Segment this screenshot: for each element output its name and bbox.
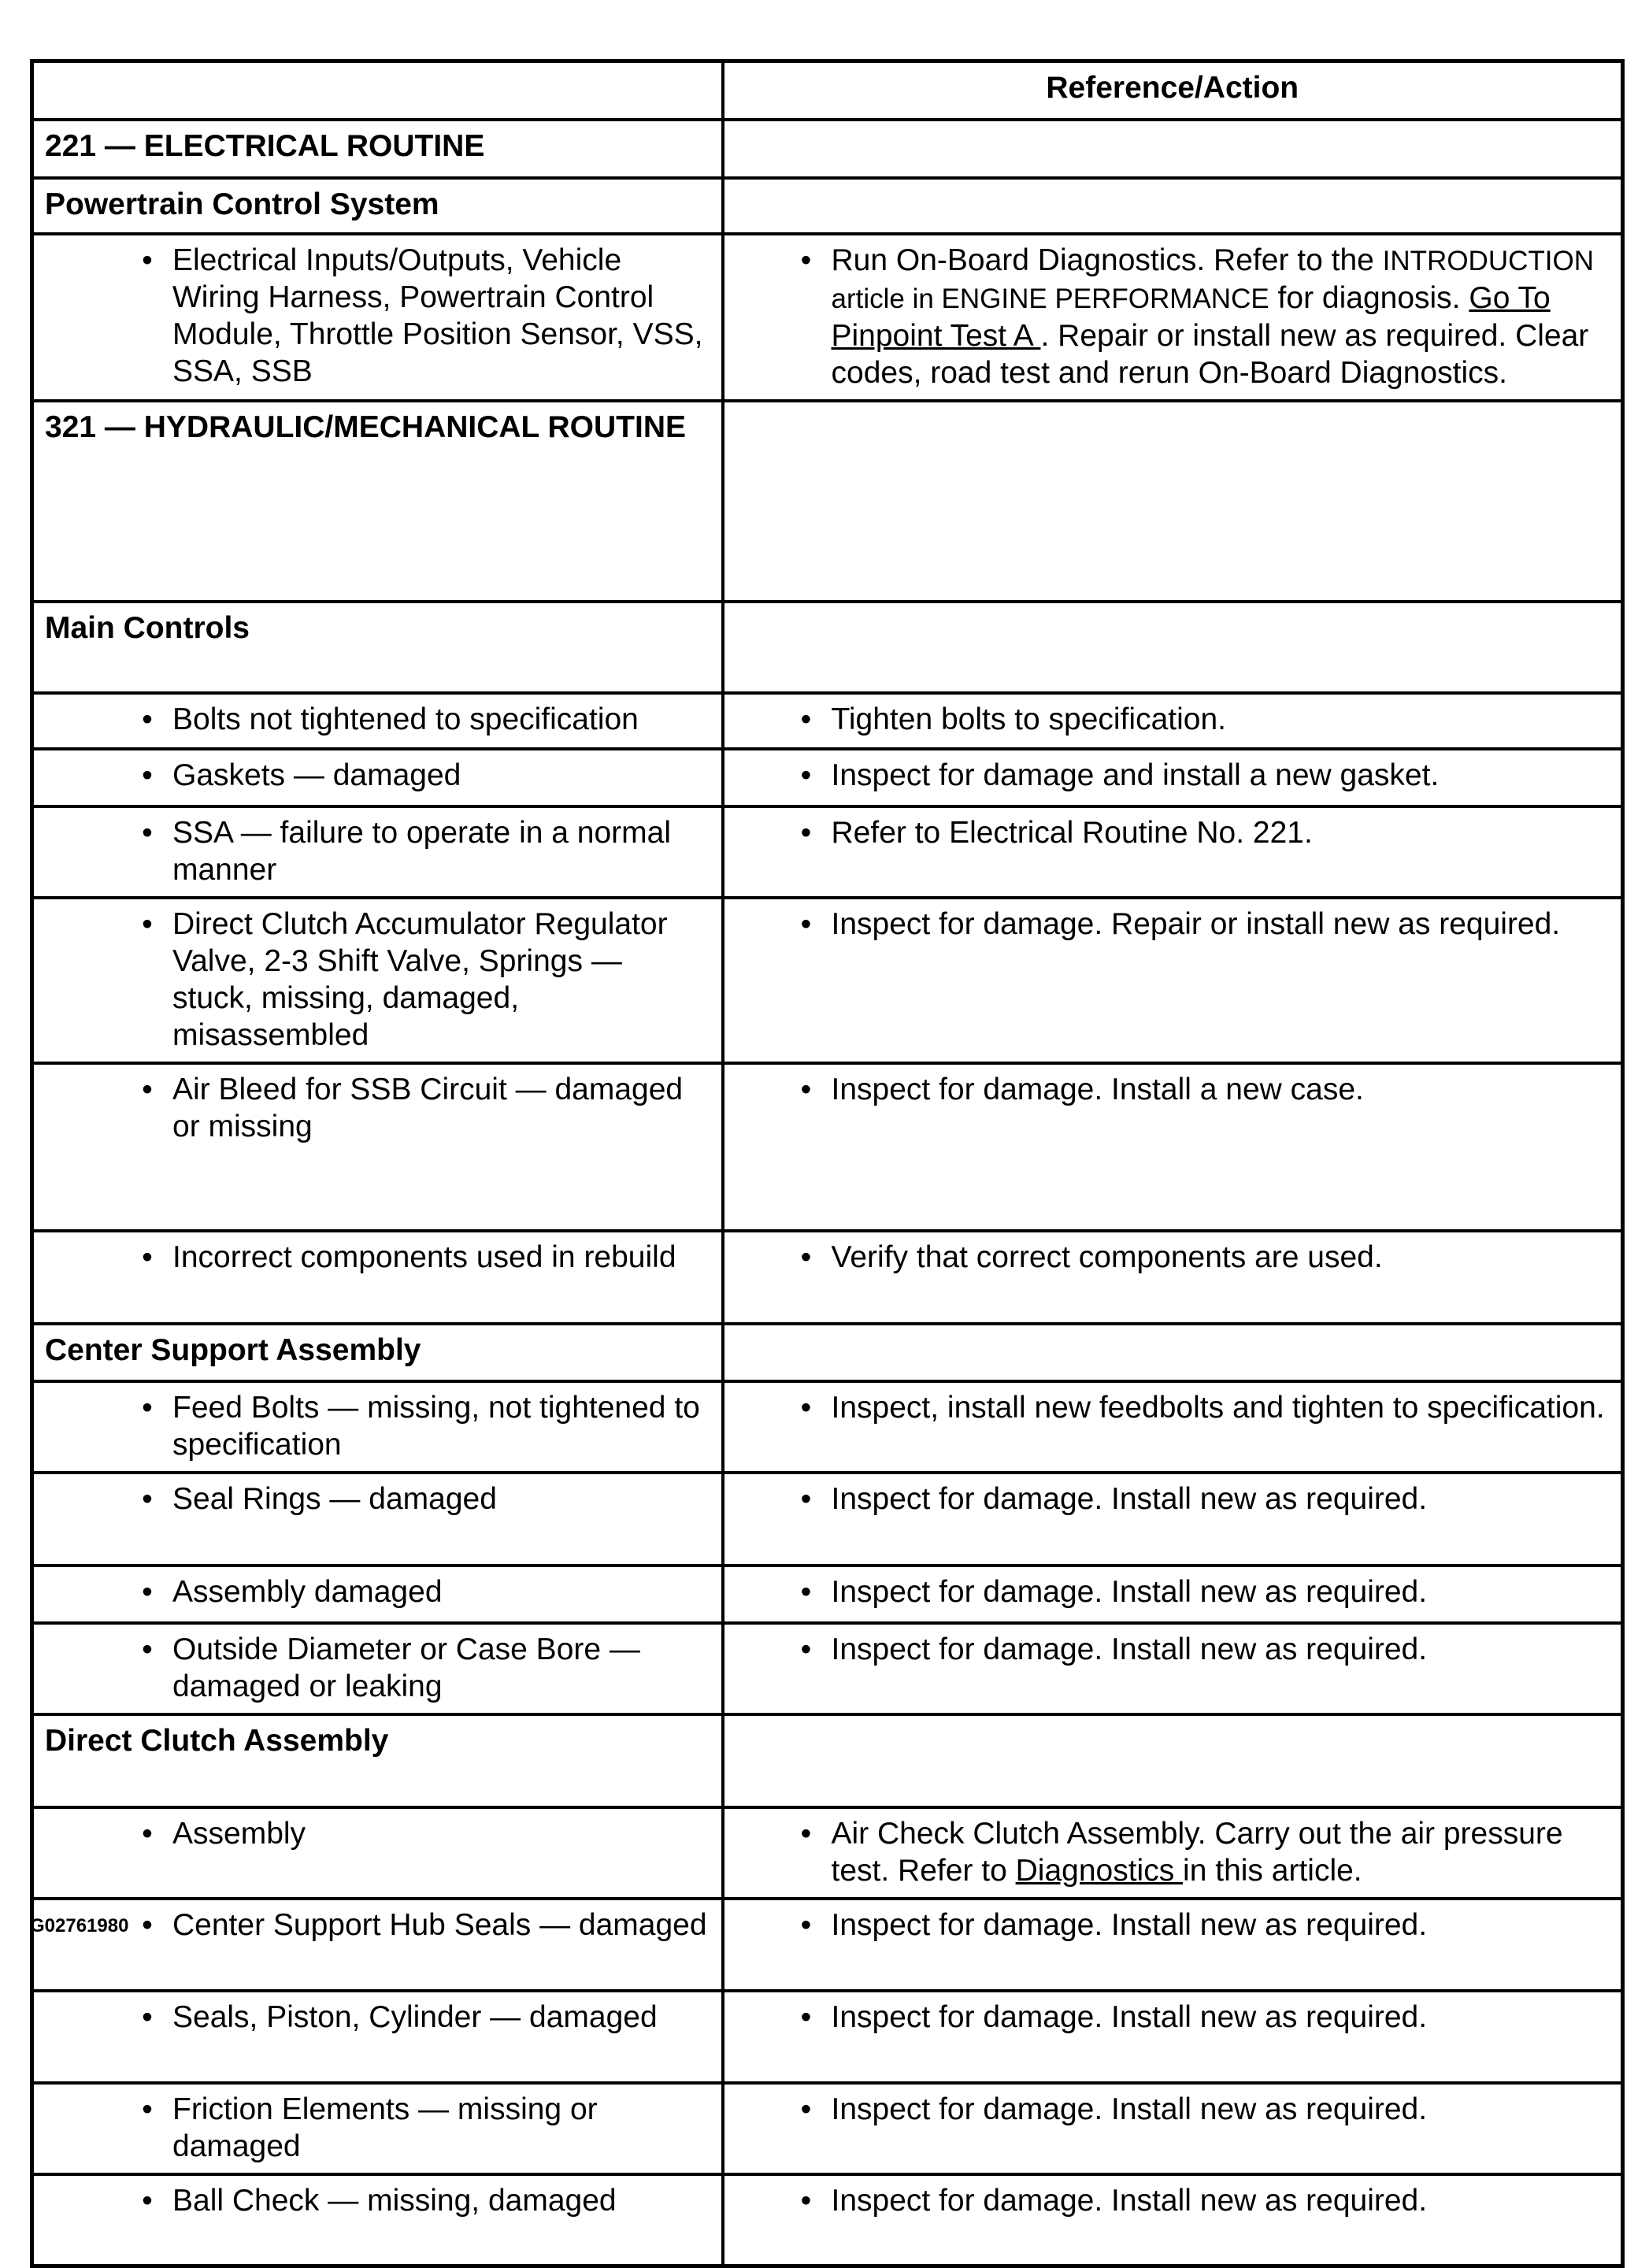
condition-text: Outside Diameter or Case Bore — damaged or leaking	[172, 1632, 640, 1703]
action-text: Inspect for damage. Install new as required.	[831, 1574, 1428, 1609]
table-row	[32, 1381, 1623, 1473]
action-text	[832, 242, 1610, 391]
table-row	[32, 1063, 1623, 1231]
condition-cell	[32, 2083, 723, 2174]
reference-action-cell	[723, 1473, 1623, 1566]
action-text: Inspect for damage. Install new as required.	[831, 1632, 1428, 1666]
bullet-icon: •	[142, 1390, 153, 1425]
bullet-icon: •	[800, 1907, 812, 1942]
table-row	[32, 1623, 1623, 1714]
condition-text: Center Support Hub Seals — damaged	[172, 1907, 707, 1942]
bullet-icon: •	[142, 1999, 153, 2034]
reference-action-cell	[723, 1991, 1623, 2083]
condition-text: Seal Rings — damaged	[172, 1481, 497, 1516]
reference-action-cell	[723, 401, 1623, 602]
action-bullet-item	[736, 1999, 1610, 2036]
bullet-icon: •	[142, 906, 153, 941]
reference-action-cell	[723, 234, 1623, 401]
action-bullet-item	[736, 2182, 1610, 2219]
bullet-icon: •	[800, 243, 812, 277]
action-bullet-item	[736, 1389, 1610, 1426]
action-bullet-item	[736, 906, 1610, 943]
condition-cell	[32, 749, 723, 806]
condition-bullet-item	[45, 757, 710, 794]
action-bullet-item	[736, 2091, 1610, 2128]
bullet-icon: •	[800, 906, 812, 941]
action-text: Inspect for damage. Install new as required.	[831, 2183, 1428, 2218]
condition-cell	[32, 693, 723, 749]
condition-cell	[32, 1623, 723, 1714]
bullet-icon: •	[142, 2092, 153, 2126]
condition-bullet-item	[45, 1815, 710, 1852]
table-row	[32, 1566, 1623, 1623]
section-heading: Powertrain Control System	[32, 178, 723, 234]
reference-action-cell	[723, 806, 1623, 898]
bullet-icon: •	[800, 758, 812, 792]
reference-action-cell	[723, 1324, 1623, 1381]
table-row	[32, 1473, 1623, 1566]
bullet-icon: •	[800, 2092, 812, 2126]
condition-cell	[32, 898, 723, 1063]
action-bullet-item	[736, 814, 1610, 851]
table-row	[32, 1807, 1623, 1899]
condition-bullet-item	[45, 2182, 710, 2219]
condition-text: Direct Clutch Accumulator Regulator Valve, 2-3 Shift Valve, Springs — stuck, missing, damaged, misassembled	[172, 906, 668, 1052]
bullet-icon: •	[800, 1072, 812, 1106]
action-text: Inspect for damage. Install new as required.	[831, 1907, 1428, 1942]
condition-cell	[32, 1063, 723, 1231]
condition-text: Gaskets — damaged	[172, 758, 461, 792]
condition-cell	[32, 1473, 723, 1566]
section-heading: 221 — ELECTRICAL ROUTINE	[32, 120, 723, 178]
condition-cell	[32, 806, 723, 898]
bullet-icon: •	[142, 1240, 153, 1274]
table-row	[32, 234, 1623, 401]
condition-text: Friction Elements — missing or damaged	[172, 2092, 598, 2163]
condition-bullet-item	[45, 1480, 710, 1518]
action-text: Refer to Electrical Routine No. 221.	[831, 815, 1313, 850]
action-bullet-item	[736, 757, 1610, 794]
condition-cell	[32, 1807, 723, 1899]
table-row	[32, 1991, 1623, 2083]
reference-action-cell	[723, 178, 1623, 234]
table-row	[32, 749, 1623, 806]
action-bullet-item	[736, 242, 1610, 391]
document	[30, 59, 1621, 2268]
reference-action-cell	[723, 898, 1623, 1063]
action-text: Verify that correct components are used.	[831, 1240, 1383, 1274]
diagnosis-table	[30, 59, 1625, 2268]
action-bullet-item	[736, 1815, 1610, 1889]
cross-reference-link[interactable]: Go To Pinpoint Test A	[831, 280, 1551, 353]
bullet-icon: •	[800, 1390, 812, 1425]
table-row	[32, 898, 1623, 1063]
table-row	[32, 806, 1623, 898]
bullet-icon: •	[142, 2183, 153, 2218]
bullet-icon: •	[800, 1481, 812, 1516]
reference-action-cell	[723, 2174, 1623, 2266]
bullet-icon: •	[800, 1574, 812, 1609]
bullet-icon: •	[800, 815, 812, 850]
reference-action-cell	[723, 1381, 1623, 1473]
reference-action-cell	[723, 1899, 1623, 1991]
condition-cell	[32, 1566, 723, 1623]
table-row	[32, 1231, 1623, 1324]
bullet-icon: •	[142, 1072, 153, 1106]
condition-text: Seals, Piston, Cylinder — damaged	[172, 1999, 658, 2034]
condition-cell	[32, 1231, 723, 1324]
action-text-segment: Run On-Board Diagnostics. Refer to the	[831, 243, 1383, 277]
bullet-icon: •	[142, 1907, 153, 1942]
section-heading: Center Support Assembly	[32, 1324, 723, 1381]
condition-bullet-item	[45, 701, 710, 738]
action-text: Inspect, install new feedbolts and tighten to specification.	[831, 1390, 1605, 1425]
reference-action-cell	[723, 2083, 1623, 2174]
condition-bullet-item	[45, 2091, 710, 2165]
condition-bullet-item	[45, 1999, 710, 2036]
bullet-icon: •	[800, 1816, 812, 1851]
condition-cell	[32, 234, 723, 401]
table-row	[32, 2174, 1623, 2266]
reference-action-cell	[723, 1063, 1623, 1231]
action-text: Inspect for damage. Install a new case.	[831, 1072, 1364, 1106]
action-text-segment: for diagnosis.	[1269, 280, 1469, 315]
action-text-segment: . Repair or install new as required. Clear codes, road test and rerun On-Board Diagnostics.	[831, 318, 1589, 390]
cross-reference-link[interactable]: Diagnostics	[1015, 1853, 1184, 1888]
action-text: Tighten bolts to specification.	[831, 702, 1226, 736]
bullet-icon: •	[800, 702, 812, 736]
condition-cell	[32, 2174, 723, 2266]
condition-text: Ball Check — missing, damaged	[172, 2183, 617, 2218]
reference-action-cell	[723, 1623, 1623, 1714]
condition-bullet-item	[45, 1071, 710, 1145]
action-bullet-item	[736, 1907, 1610, 1944]
action-text: Inspect for damage. Install new as required.	[831, 2092, 1428, 2126]
condition-bullet-item	[45, 1239, 710, 1276]
action-bullet-item	[736, 1239, 1610, 1276]
condition-bullet-item	[45, 1907, 710, 1944]
section-row	[32, 602, 1623, 693]
article-reference-text: INTRODUCTION article in ENGINE PERFORMANCE	[831, 245, 1594, 314]
reference-action-cell	[723, 602, 1623, 693]
bullet-icon: •	[142, 1632, 153, 1666]
bullet-icon: •	[142, 702, 153, 736]
bullet-icon: •	[800, 1240, 812, 1274]
action-text: Inspect for damage. Repair or install new as required.	[831, 906, 1561, 941]
action-text: Inspect for damage and install a new gasket.	[831, 758, 1440, 792]
condition-text: Air Bleed for SSB Circuit — damaged or missing	[172, 1072, 684, 1143]
bullet-icon: •	[800, 2183, 812, 2218]
bullet-icon: •	[142, 1574, 153, 1609]
section-row	[32, 1714, 1623, 1807]
action-text-segment: in this article.	[1183, 1853, 1362, 1888]
action-bullet-item	[736, 1071, 1610, 1108]
figure-id: G02761980	[30, 1915, 129, 1936]
condition-text: Electrical Inputs/Outputs, Vehicle Wiring Harness, Powertrain Control Module, Throttle Position Sensor, VSS, SSA, SSB	[172, 243, 703, 388]
table-row	[32, 2083, 1623, 2174]
condition-bullet-item	[45, 906, 710, 1054]
header-cell-reference-action: Reference/Action	[723, 61, 1623, 120]
condition-text: Incorrect components used in rebuild	[172, 1240, 676, 1274]
condition-text: Bolts not tightened to specification	[172, 702, 639, 736]
condition-bullet-item	[45, 1573, 710, 1610]
condition-text: Assembly	[172, 1816, 306, 1851]
header-cell-left	[32, 61, 723, 120]
reference-action-cell	[723, 1566, 1623, 1623]
section-row	[32, 120, 1623, 178]
condition-cell	[32, 1991, 723, 2083]
reference-action-cell	[723, 120, 1623, 178]
bullet-icon: •	[142, 243, 153, 277]
condition-bullet-item	[45, 1631, 710, 1705]
bullet-icon: •	[142, 815, 153, 850]
table-row	[32, 693, 1623, 749]
section-row	[32, 1324, 1623, 1381]
action-text: Inspect for damage. Install new as required.	[831, 1481, 1428, 1516]
condition-cell	[32, 1899, 723, 1991]
action-bullet-item	[736, 1480, 1610, 1518]
bullet-icon: •	[142, 758, 153, 792]
condition-cell	[32, 1381, 723, 1473]
action-text: Inspect for damage. Install new as required.	[831, 1999, 1428, 2034]
condition-bullet-item	[45, 242, 710, 390]
condition-bullet-item	[45, 1389, 710, 1463]
bullet-icon: •	[142, 1816, 153, 1851]
reference-action-cell	[723, 749, 1623, 806]
action-bullet-item	[736, 1573, 1610, 1610]
condition-bullet-item	[45, 814, 710, 888]
reference-action-cell	[723, 693, 1623, 749]
reference-action-cell	[723, 1714, 1623, 1807]
section-heading: Main Controls	[32, 602, 723, 693]
section-heading: Direct Clutch Assembly	[32, 1714, 723, 1807]
action-bullet-item	[736, 1631, 1610, 1668]
bullet-icon: •	[800, 1632, 812, 1666]
action-bullet-item	[736, 701, 1610, 738]
table-row	[32, 1899, 1623, 1991]
reference-action-cell	[723, 1807, 1623, 1899]
condition-text: Assembly damaged	[172, 1574, 443, 1609]
bullet-icon: •	[800, 1999, 812, 2034]
condition-text: Feed Bolts — missing, not tightened to specification	[172, 1390, 700, 1462]
section-row	[32, 178, 1623, 234]
table-header-row	[32, 61, 1623, 120]
action-text-segment: Air Check Clutch Assembly. Carry out the air pressure test. Refer to	[831, 1816, 1563, 1888]
section-heading: 321 — HYDRAULIC/MECHANICAL ROUTINE	[32, 401, 723, 602]
action-text	[832, 1815, 1610, 1889]
condition-text: SSA — failure to operate in a normal manner	[172, 815, 672, 887]
bullet-icon: •	[142, 1481, 153, 1516]
reference-action-cell	[723, 1231, 1623, 1324]
section-row	[32, 401, 1623, 602]
